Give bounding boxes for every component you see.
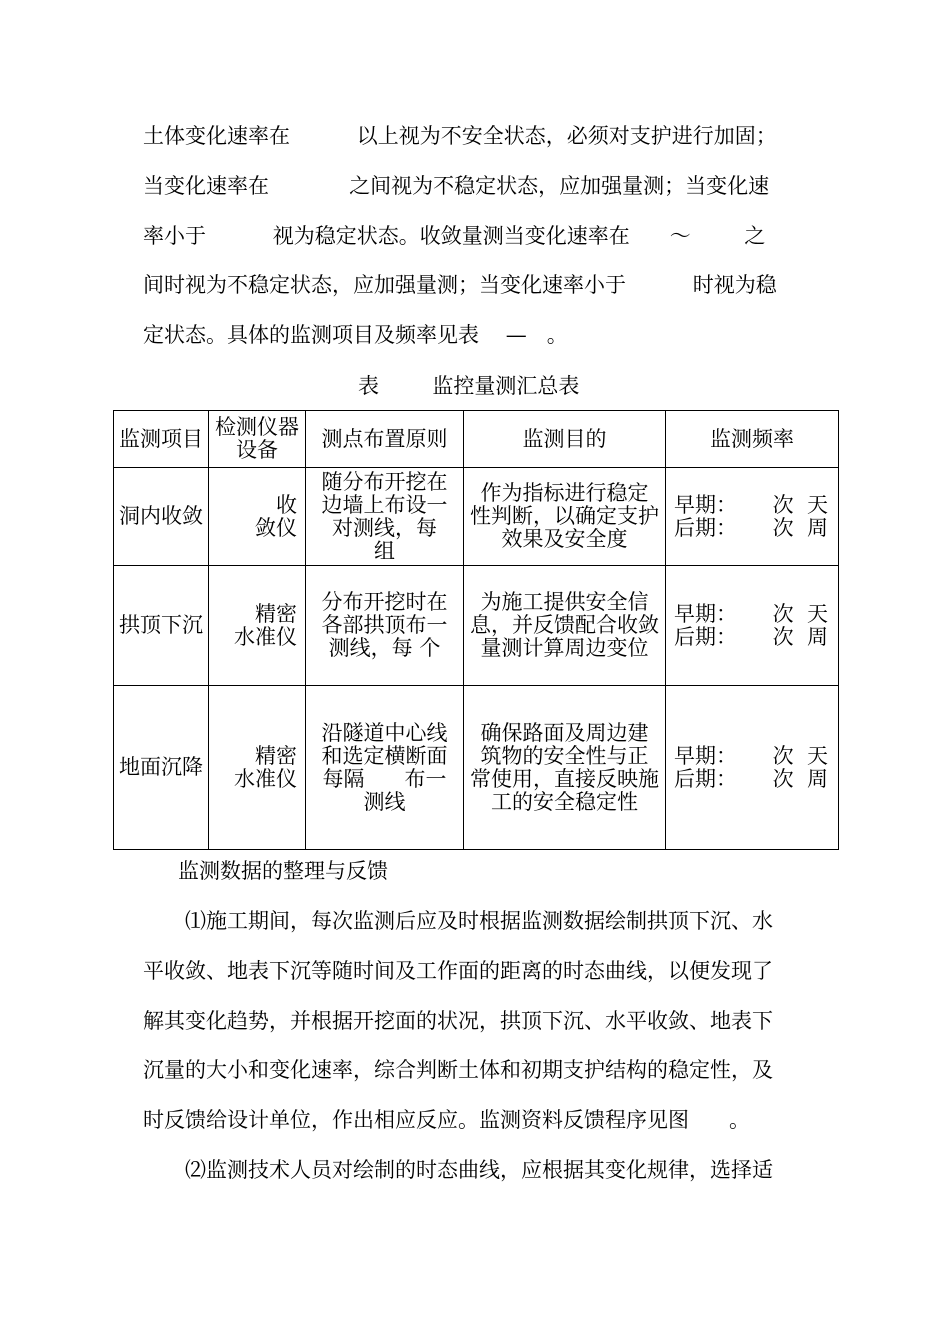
paragraph3-line-1: ⑵监测技术人员对绘制的时态曲线，应根据其变化规律，选择适 [185, 1158, 773, 1182]
table-row [114, 468, 839, 566]
paragraph1-line-1: 土体变化速率在 以上视为不安全状态，必须对支护进行加固； [143, 124, 777, 148]
cell-item: 洞内收敛 [114, 468, 209, 566]
freq-late-label: 后期： [674, 766, 737, 791]
freq-early-value: 次 天 [772, 492, 828, 517]
freq-late-label: 后期： [674, 515, 737, 540]
table-row [114, 566, 839, 686]
cell-principle: 沿隧道中心线 和选定横断面 每隔 布一 测线 [306, 686, 464, 850]
paragraph2-line-1: ⑴施工期间，每次监测后应及时根据监测数据绘制拱顶下沉、水 [185, 909, 773, 933]
header-principle: 测点布置原则 [306, 411, 464, 468]
paragraph1-line-3: 率小于 视为稳定状态。收敛量测当变化速率在 ～ 之 [143, 224, 766, 248]
cell-frequency [666, 468, 839, 566]
cell-principle: 分布开挖时在 各部拱顶布一 测线，每 个 [306, 566, 464, 686]
cell-purpose: 作为指标进行稳定 性判断，以确定支护 效果及安全度 [464, 468, 666, 566]
cell-instrument: 精密 水准仪 [209, 566, 306, 686]
freq-early-label: 早期： [674, 743, 737, 768]
table-row [114, 686, 839, 850]
header-item: 监测项目 [114, 411, 209, 468]
freq-early-value: 次 天 [772, 743, 828, 768]
freq-early-label: 早期： [674, 492, 737, 517]
paragraph2-line-4: 沉量的大小和变化速率，综合判断土体和初期支护结构的稳定性，及 [143, 1058, 773, 1082]
monitoring-table [113, 410, 839, 850]
freq-late-value: 次 周 [772, 766, 828, 791]
cell-principle: 随分布开挖在 边墙上布设一 对测线，每 组 [306, 468, 464, 566]
cell-instrument: 精密 水准仪 [209, 686, 306, 850]
header-frequency: 监测频率 [666, 411, 839, 468]
freq-late-value: 次 周 [772, 515, 828, 540]
paragraph1-line-4: 间时视为不稳定状态，应加强量测；当变化速率小于 时视为稳 [143, 273, 777, 297]
section-heading: 监测数据的整理与反馈 [178, 859, 388, 883]
paragraph2-line-3: 解其变化趋势，并根据开挖面的状况，拱顶下沉、水平收敛、地表下 [143, 1009, 773, 1033]
paragraph2-line-2: 平收敛、地表下沉等随时间及工作面的距离的时态曲线，以便发现了 [143, 959, 773, 983]
freq-late-value: 次 周 [772, 624, 828, 649]
table-header-row [114, 411, 839, 468]
cell-frequency [666, 686, 839, 850]
paragraph1-line-2: 当变化速率在 之间视为不稳定状态，应加强量测；当变化速 [143, 174, 770, 198]
freq-late-label: 后期： [674, 624, 737, 649]
cell-purpose: 确保路面及周边建 筑物的安全性与正 常使用，直接反映施 工的安全稳定性 [464, 686, 666, 850]
paragraph1-line-5: 定状态。具体的监测项目及频率见表 — 。 [143, 323, 568, 347]
cell-purpose: 为施工提供安全信 息，并反馈配合收敛 量测计算周边变位 [464, 566, 666, 686]
header-instrument: 检测仪器 设备 [209, 411, 306, 468]
freq-early-label: 早期： [674, 601, 737, 626]
paragraph2-line-5: 时反馈给设计单位，作出相应反应。监测资料反馈程序见图 。 [143, 1108, 751, 1132]
cell-frequency [666, 566, 839, 686]
cell-item: 地面沉降 [114, 686, 209, 850]
header-purpose: 监测目的 [464, 411, 666, 468]
cell-item: 拱顶下沉 [114, 566, 209, 686]
cell-instrument: 收 敛仪 [209, 468, 306, 566]
freq-early-value: 次 天 [772, 601, 828, 626]
table-caption: 表 监控量测汇总表 [358, 374, 580, 398]
